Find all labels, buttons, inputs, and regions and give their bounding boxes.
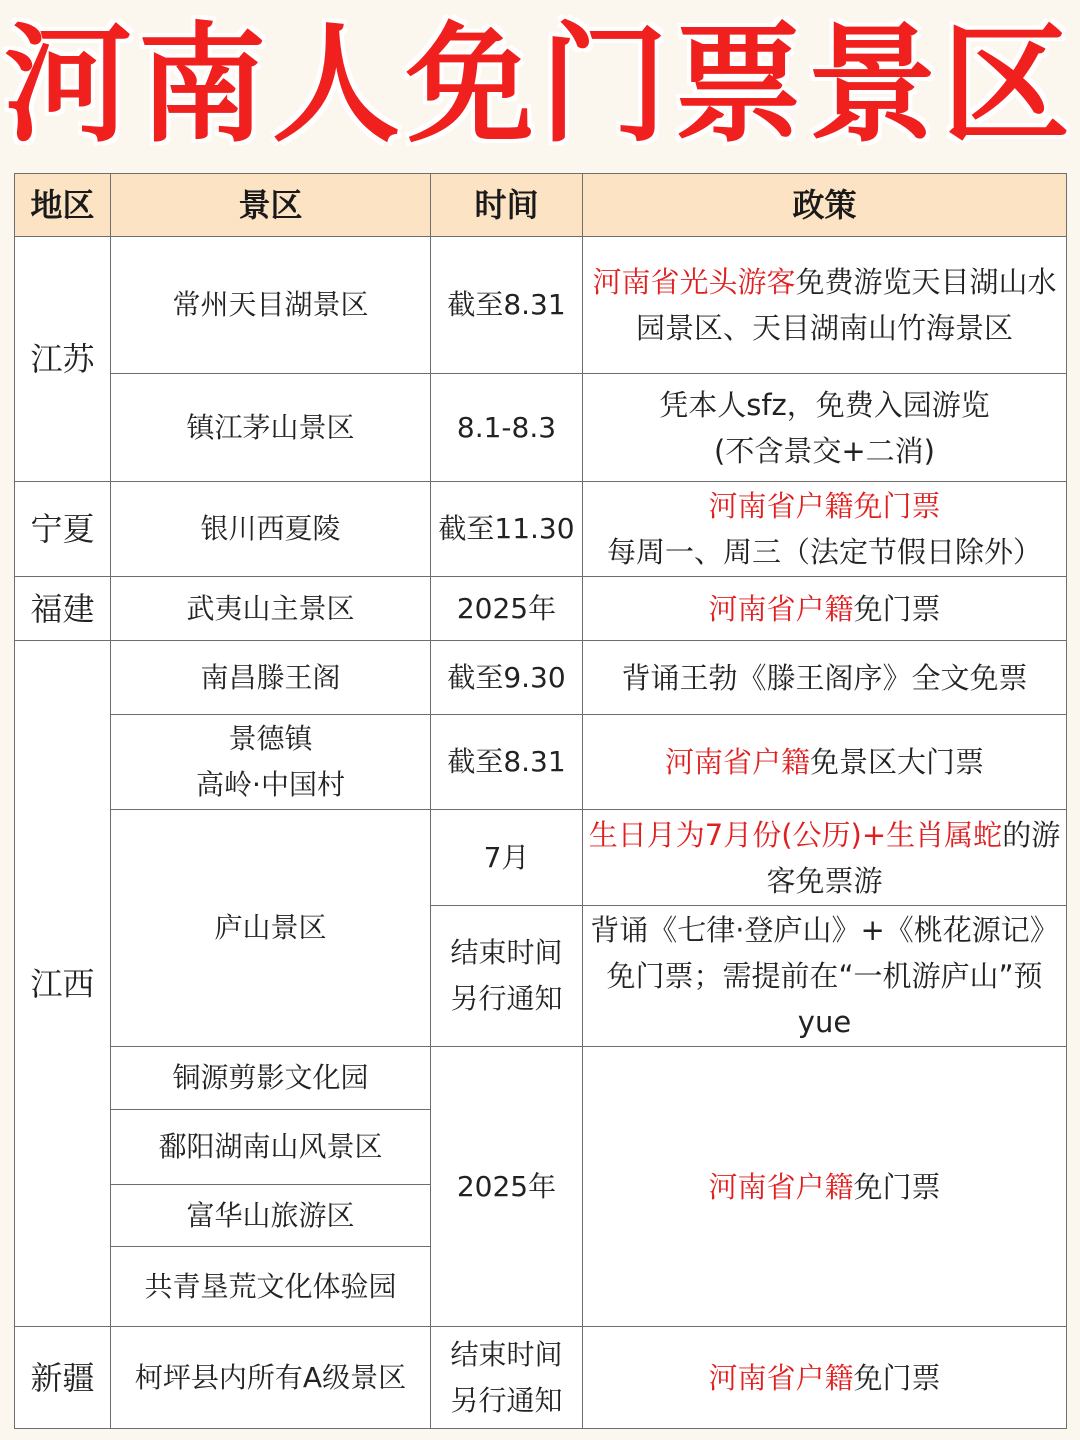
policy-text: 免门票 bbox=[853, 1360, 941, 1395]
scenic-cell: 富华山旅游区 bbox=[111, 1185, 431, 1247]
time-cell: 2025年 bbox=[431, 1047, 583, 1327]
scenic-cell: 庐山景区 bbox=[111, 810, 431, 1047]
time-line: 结束时间 bbox=[450, 936, 563, 969]
scenic-name-line: 高岭·中国村 bbox=[196, 768, 345, 801]
policy-text: 凭本人sfz，免费入园游览 bbox=[659, 387, 990, 422]
policy-cell bbox=[583, 482, 1067, 577]
time-cell: 8.1-8.3 bbox=[431, 374, 583, 482]
time-line: 结束时间 bbox=[450, 1337, 563, 1371]
table-row bbox=[15, 715, 1067, 810]
table-row bbox=[15, 1327, 1067, 1429]
time-cell: 截至8.31 bbox=[431, 237, 583, 374]
policy-text: 每周一、周三（法定节假日除外） bbox=[606, 535, 1042, 569]
scenic-cell: 镇江茅山景区 bbox=[111, 374, 431, 482]
time-cell: 截至11.30 bbox=[431, 482, 583, 577]
policy-text: 免门票 bbox=[853, 591, 941, 626]
scenic-cell: 共青垦荒文化体验园 bbox=[111, 1247, 431, 1327]
scenic-policy-table bbox=[14, 173, 1067, 1429]
header-region: 地区 bbox=[15, 174, 111, 237]
policy-text: 免景区大门票 bbox=[810, 745, 985, 779]
policy-cell bbox=[583, 1327, 1067, 1429]
policy-highlight: 生日月为7月份(公历)+生肖属蛇 bbox=[588, 817, 1003, 852]
time-cell: 7月 bbox=[431, 810, 583, 906]
time-cell: 截至8.31 bbox=[431, 715, 583, 810]
time-line: 另行通知 bbox=[450, 982, 563, 1015]
scenic-cell: 银川西夏陵 bbox=[111, 482, 431, 577]
table-row bbox=[15, 482, 1067, 577]
page-title: 河南人免门票景区 bbox=[3, 11, 1076, 160]
policy-text: 的游客免票游 bbox=[766, 817, 1061, 898]
policy-cell bbox=[583, 810, 1067, 906]
scenic-name-line: 景德镇 bbox=[228, 722, 313, 755]
time-cell: 2025年 bbox=[431, 577, 583, 641]
policy-cell: 背诵王勃《滕王阁序》全文免票 bbox=[583, 641, 1067, 715]
policy-cell bbox=[583, 237, 1067, 374]
table-row bbox=[15, 1047, 1067, 1110]
region-cell: 江西 bbox=[15, 641, 111, 1327]
table-header-row bbox=[15, 174, 1067, 237]
time-line: 另行通知 bbox=[450, 1383, 563, 1417]
region-cell: 福建 bbox=[15, 577, 111, 641]
policy-highlight: 河南省户籍 bbox=[664, 745, 810, 779]
time-cell bbox=[431, 1327, 583, 1429]
table-row bbox=[15, 810, 1067, 906]
policy-cell bbox=[583, 715, 1067, 810]
policy-highlight: 河南省光头游客 bbox=[592, 265, 796, 299]
policy-cell: 背诵《七律·登庐山》+《桃花源记》免门票；需提前在“一机游庐山”预yue bbox=[583, 906, 1067, 1047]
region-cell: 宁夏 bbox=[15, 482, 111, 577]
policy-highlight: 河南省户籍 bbox=[708, 591, 854, 626]
scenic-cell: 常州天目湖景区 bbox=[111, 237, 431, 374]
scenic-cell bbox=[111, 715, 431, 810]
table-row bbox=[15, 237, 1067, 374]
table-row bbox=[15, 641, 1067, 715]
header-policy: 政策 bbox=[583, 174, 1067, 237]
scenic-cell: 铜源剪影文化园 bbox=[111, 1047, 431, 1110]
time-cell: 截至9.30 bbox=[431, 641, 583, 715]
time-cell bbox=[431, 906, 583, 1047]
policy-text: 免费游览天目湖山水园景区、天目湖南山竹海景区 bbox=[635, 265, 1057, 345]
page-title-banner bbox=[0, 0, 1080, 172]
region-cell: 新疆 bbox=[15, 1327, 111, 1429]
policy-highlight: 河南省户籍免门票 bbox=[708, 489, 941, 523]
policy-cell bbox=[583, 577, 1067, 641]
policy-cell bbox=[583, 1047, 1067, 1327]
scenic-cell: 鄱阳湖南山风景区 bbox=[111, 1110, 431, 1185]
scenic-cell: 柯坪县内所有A级景区 bbox=[111, 1327, 431, 1429]
header-scenic: 景区 bbox=[111, 174, 431, 237]
region-cell: 江苏 bbox=[15, 237, 111, 482]
policy-cell bbox=[583, 374, 1067, 482]
table-row bbox=[15, 577, 1067, 641]
policy-highlight: 河南省户籍 bbox=[708, 1360, 854, 1395]
scenic-cell: 南昌滕王阁 bbox=[111, 641, 431, 715]
scenic-cell: 武夷山主景区 bbox=[111, 577, 431, 641]
policy-text: 免门票 bbox=[853, 1169, 941, 1204]
header-time: 时间 bbox=[431, 174, 583, 237]
policy-note: (不含景交+二消) bbox=[714, 433, 935, 468]
table-row bbox=[15, 374, 1067, 482]
policy-highlight: 河南省户籍 bbox=[708, 1169, 854, 1204]
